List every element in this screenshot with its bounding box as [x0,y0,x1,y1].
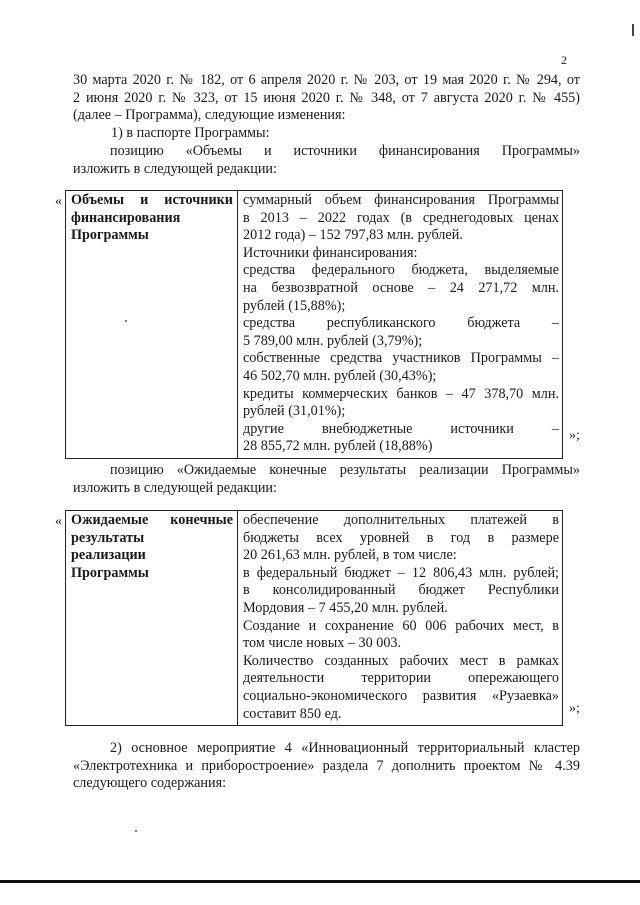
cell-line: Создание и сохранение 60 006 рабочих мест, в [243,617,559,634]
label-line: Программы [71,227,149,244]
position-1-paragraph [73,143,580,178]
label-line: финансирования [71,209,181,226]
cell-line: в федеральный бюджет – 12 806,43 млн. рублей; [243,564,559,581]
position-2-paragraph [73,462,580,497]
position-1-line: изложить в следующей редакции: [73,160,277,177]
cell-line: в консолидированный бюджет Республики [243,582,559,599]
cell-line: рублей (31,01%); [243,403,346,420]
cell-line: 20 261,63 млн. рублей, в том числе: [243,547,457,564]
cell-line: том числе новых – 30 003. [243,635,402,652]
close-quote-1: »; [569,428,580,443]
item-2-line: следующего содержания: [73,775,227,792]
cell-line: бюджеты всех уровней в год в размере [243,529,559,546]
item-2-paragraph [73,740,580,793]
funding-table-content [238,191,563,459]
cell-line: обеспечение дополнительных платежей в [243,512,559,528]
cell-line: составит 850 ед. [243,705,342,722]
intro-line: 30 марта 2020 г. № 182, от 6 апреля 2020 г. № 203, от 19 мая 2020 г. № 294, от [73,72,580,88]
cell-line: в 2013 – 2022 годах (в среднегодовых ценах [243,209,559,226]
scan-border [0,880,640,883]
scan-speck [135,830,137,832]
cell-line: социально-экономического развития «Рузаевка» [243,687,559,704]
page-number: 2 [561,53,567,67]
cell-line: другие внебюджетные источники – [243,420,559,437]
cell-line: кредиты коммерческих банков – 47 378,70 млн. [243,385,559,402]
cell-line: рублей (15,88%); [243,297,346,314]
funding-table-label [66,191,238,459]
label-line: Объемы и источники [71,192,233,208]
cell-line: Программы [71,564,149,581]
corner-mark [632,24,634,36]
results-table [65,510,563,726]
cell-line: Ожидаемые конечные [71,512,233,528]
results-table-content [238,511,563,726]
results-table-label [66,511,238,726]
cell-line: средства республиканского бюджета – [243,315,559,332]
cell-line: результаты [71,529,145,546]
open-quote-1: « [55,194,62,209]
intro-line: 2 июня 2020 г. № 323, от 15 июня 2020 г. № 348, от 7 августа 2020 г. № 455) [73,89,580,106]
intro-line: (далее – Программа), следующие изменения: [73,107,346,124]
cell-line: собственные средства участников Программы – [243,350,559,367]
funding-table [65,190,563,459]
item-1: 1) в паспорте Программы: [111,125,270,141]
cell-line: 46 502,70 млн. рублей (30,43%); [243,367,437,384]
cell-line: деятельности территории опережающего [243,670,559,687]
position-2-line: изложить в следующей редакции: [73,479,277,496]
close-quote-2: »; [569,701,580,716]
cell-line: Источники финансирования: [243,244,418,261]
cell-line: 2012 года) – 152 797,83 млн. рублей. [243,227,463,244]
cell-line: Мордовия – 7 455,20 млн. рублей. [243,599,448,616]
open-quote-2: « [55,514,62,529]
item-2-line: «Электротехника и приборостроение» раздела 7 дополнить проектом № 4.39 [73,757,580,774]
intro-paragraph [73,72,580,125]
cell-line: средства федерального бюджета, выделяемые [243,262,559,279]
cell-line: 5 789,00 млн. рублей (3,79%); [243,332,423,349]
position-2-line: позицию «Ожидаемые конечные результаты реализации Программы» [110,462,580,478]
scan-speck [125,320,127,322]
item-2-line: 2) основное мероприятие 4 «Инновационный территориальный кластер [110,740,580,756]
cell-line: суммарный объем финансирования Программы [243,192,559,208]
cell-line: 28 855,72 млн. рублей (18,88%) [243,438,433,455]
cell-line: реализации [71,547,146,564]
position-1-line: позицию «Объемы и источники финансирования Программы» [110,143,580,159]
cell-line: Количество созданных рабочих мест в рамках [243,652,559,669]
cell-line: на безвозвратной основе – 24 271,72 млн. [243,279,559,296]
